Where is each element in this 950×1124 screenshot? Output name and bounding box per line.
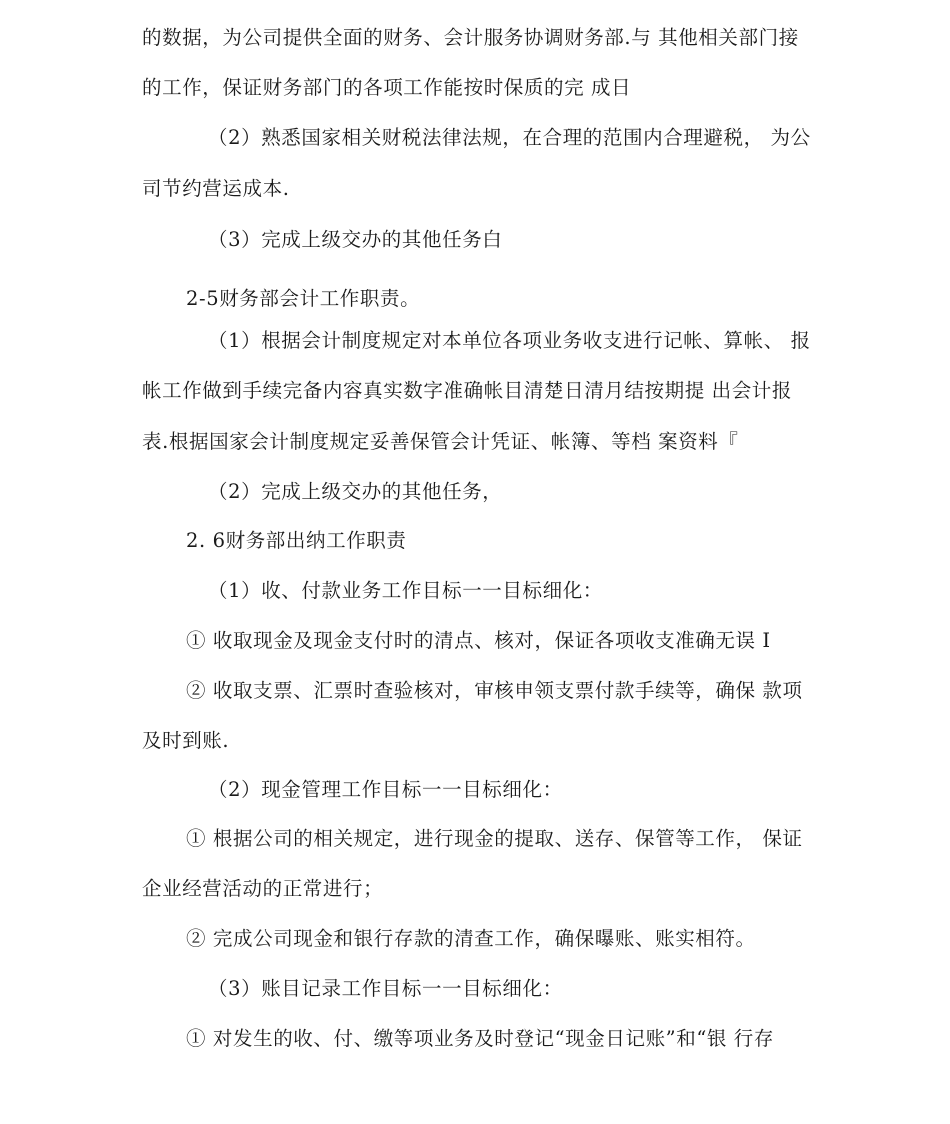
text-line: 表.根据国家会计制度规定妥善保管会计凭证、帐簿、等档 案资料『 bbox=[142, 430, 739, 453]
text-line: 司节约营运成本. bbox=[142, 177, 290, 200]
text-line: （1）根据会计制度规定对本单位各项业务收支进行记帐、算帐、 报 bbox=[208, 329, 811, 352]
text-line: ① 对发生的收、付、缴等项业务及时登记“现金日记账”和“银 行存 bbox=[186, 1027, 775, 1050]
text-line: 的工作，保证财务部门的各项工作能按时保质的完 成日 bbox=[142, 76, 632, 99]
section-heading: 2-5财务部会计工作职责。 bbox=[186, 287, 421, 310]
text-line: （2）完成上级交办的其他任务， bbox=[208, 480, 503, 503]
text-line: 企业经营活动的正常进行； bbox=[142, 877, 384, 900]
text-line: 及时到账. bbox=[142, 729, 230, 752]
text-line: （3）账目记录工作目标一一目标细化： bbox=[208, 977, 563, 1000]
text-line: （2）现金管理工作目标一一目标细化： bbox=[208, 778, 563, 801]
text-line: （2）熟悉国家相关财税法律法规，在合理的范围内合理避税， 为公 bbox=[208, 126, 811, 149]
text-line: ② 完成公司现金和银行存款的清查工作，确保曝账、账实相符。 bbox=[186, 927, 756, 950]
text-line: ① 收取现金及现金支付时的清点、核对，保证各项收支准确无误 I bbox=[186, 629, 771, 652]
text-line: 帐工作做到手续完备内容真实数字准确帐目清楚日清月结按期提 出会计报 bbox=[142, 379, 792, 402]
text-line: ② 收取支票、汇票时查验核对，审核申领支票付款手续等，确保 款项 bbox=[186, 679, 803, 702]
text-line: 的数据，为公司提供全面的财务、会计服务协调财务部.与 其他相关部门接 bbox=[142, 26, 799, 49]
text-line: ① 根据公司的相关规定，进行现金的提取、送存、保管等工作， 保证 bbox=[186, 827, 803, 850]
text-line: （1）收、付款业务工作目标一一目标细化： bbox=[208, 579, 603, 602]
section-heading: 2. 6财务部出纳工作职责 bbox=[186, 529, 407, 552]
text-line: （3）完成上级交办的其他任务白 bbox=[208, 228, 503, 251]
